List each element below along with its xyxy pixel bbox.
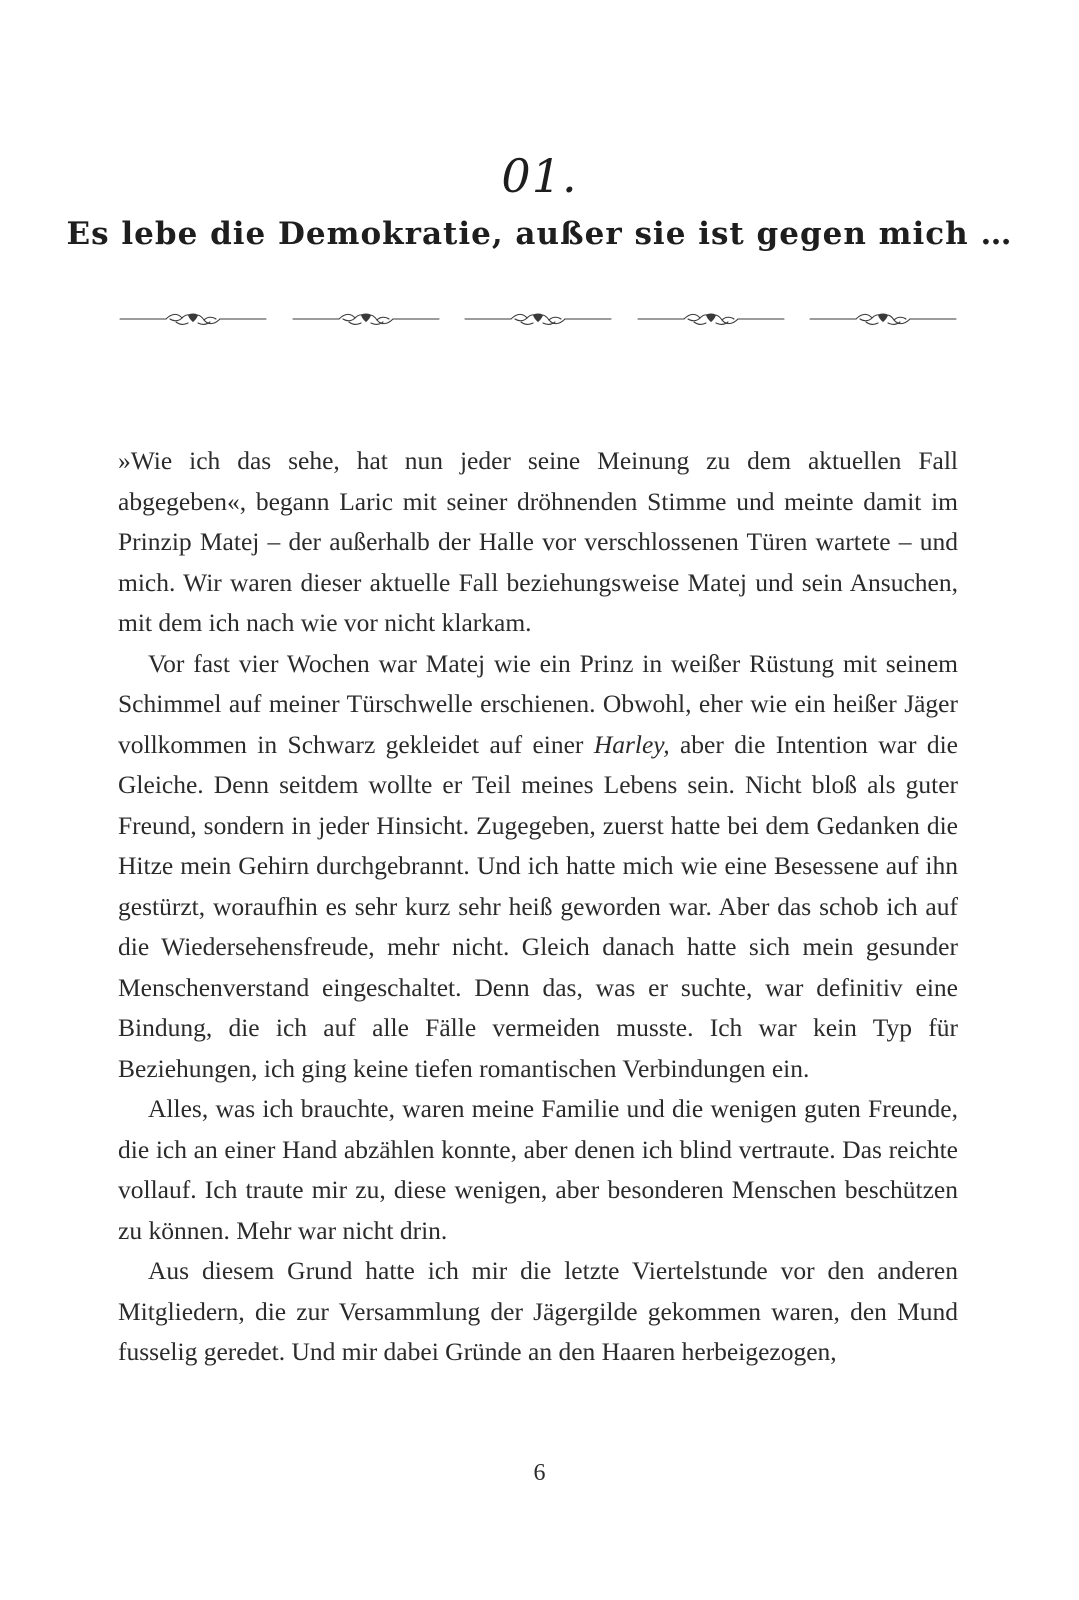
body-text (118, 441, 958, 1373)
flourish-ornament-icon (118, 305, 268, 333)
paragraph-2-text-end: aber die Intention war die Gleiche. Denn seitdem wollte er Teil meines Lebens sein. Nicht bloß als guter Freund, sondern in jeder Hinsicht. Zugegeben, zuerst hatte bei dem Gedanken die Hitze mein Gehirn durchgebrannt. Und ich hatte mich wie eine Besessene auf ihn gestürzt, woraufhin es sehr kurz sehr heiß geworden war. Aber das schob ich auf die Wiedersehensfreude, mehr nicht. Gleich danach hatte sich mein gesunder Menschenverstand eingeschaltet. Denn das, was er suchte, war definitiv eine Bindung, die ich auf alle Fälle vermeiden musste. Ich war kein Typ für Beziehungen, ich ging keine tiefen romantischen Verbindungen ein. (118, 729, 958, 1083)
page-number: 6 (533, 1460, 546, 1486)
flourish-ornament-icon (636, 305, 786, 333)
flourish-ornament-icon (291, 305, 441, 333)
ornamental-divider (118, 305, 958, 333)
emphasis-harley: Harley, (593, 729, 670, 759)
paragraph-2 (118, 644, 958, 1090)
chapter-title: Es lebe die Demokratie, außer sie ist gegen mich … (66, 216, 1013, 252)
flourish-ornament-icon (808, 305, 958, 333)
paragraph-4: Aus diesem Grund hatte ich mir die letzte Viertelstunde vor den anderen Mitgliedern, die zur Versammlung der Jägergilde gekommen waren, den Mund fusselig geredet. Und mir dabei Gründe an den Haaren herbeigezogen, (118, 1256, 958, 1366)
paragraph-1: »Wie ich das sehe, hat nun jeder seine Meinung zu dem aktuellen Fall abgegeben«, begann Laric mit seiner dröhnenden Stimme und meinte damit im Prinzip Matej – der außerhalb der Halle vor verschlossenen Türen wartete – und mich. Wir waren dieser aktuelle Fall beziehungsweise Matej und sein Ansuchen, mit dem ich nach wie vor nicht klarkam. (118, 446, 958, 637)
flourish-ornament-icon (463, 305, 613, 333)
paragraph-2-text-start: Vor fast vier Wochen war Matej wie ein Prinz in weißer Rüstung mit seinem Schimmel auf meiner Türschwelle erschienen. Obwohl, eher wie ein heißer Jäger vollkommen in Schwarz gekleidet auf einer (118, 648, 958, 759)
chapter-number: 01. (501, 149, 578, 203)
paragraph-3: Alles, was ich brauchte, waren meine Familie und die wenigen guten Freunde, die ich an einer Hand abzählen konnte, aber denen ich blind vertraute. Das reichte vollauf. Ich traute mir zu, diese wenigen, aber besonderen Menschen beschützen zu können. Mehr war nicht drin. (118, 1094, 958, 1245)
